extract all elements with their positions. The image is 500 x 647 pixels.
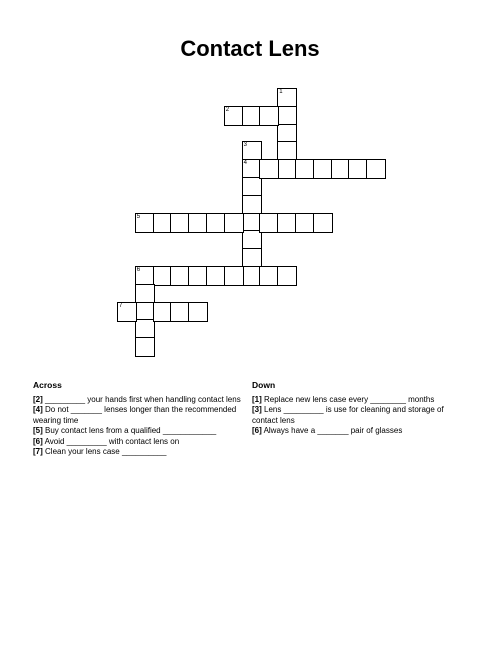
across-heading: Across bbox=[33, 380, 62, 390]
cell-number: 5 bbox=[136, 213, 141, 220]
cell-number: 6 bbox=[136, 267, 141, 273]
down-heading: Down bbox=[252, 380, 276, 390]
grid-cell[interactable] bbox=[259, 159, 279, 179]
grid-cell[interactable] bbox=[135, 337, 155, 357]
clue-down-6: [6] Always have a _______ pair of glasses bbox=[252, 426, 403, 435]
grid-cell[interactable] bbox=[313, 213, 333, 233]
grid-cell[interactable] bbox=[366, 159, 386, 179]
grid-cell[interactable] bbox=[188, 302, 208, 322]
grid-cell[interactable] bbox=[224, 213, 244, 233]
cell-number: 2 bbox=[225, 106, 230, 113]
clue-across-4: [4] Do not _______ lenses longer than the recommended wearing time bbox=[33, 405, 237, 425]
cell-number: 1 bbox=[279, 89, 283, 95]
cell-number: 4 bbox=[243, 160, 247, 167]
clue-down-3: [3] Lens _________ is use for cleaning and storage of contact lens bbox=[252, 405, 444, 425]
clue-down-1: [1] Replace new lens case every ________ months bbox=[252, 394, 435, 404]
clue-across-2: [2] _________ your hands first when handling contact lens bbox=[33, 394, 241, 404]
clue-across-7: [7] Clean your lens case __________ bbox=[33, 447, 167, 456]
grid-cell[interactable] bbox=[117, 302, 137, 322]
down-clues bbox=[252, 380, 452, 437]
cell-number: 3 bbox=[243, 142, 247, 149]
clue-across-5: [5] Buy contact lens from a qualified ____________ bbox=[33, 426, 217, 435]
grid-cell[interactable] bbox=[277, 266, 297, 286]
clue-across-6: [6] Avoid _________ with contact lens on bbox=[33, 436, 180, 446]
cell-number: 7 bbox=[119, 302, 123, 309]
grid-cell[interactable] bbox=[224, 266, 244, 286]
across-clues bbox=[33, 380, 245, 458]
grid-cell[interactable] bbox=[259, 106, 279, 126]
puzzle-title: Contact Lens bbox=[180, 36, 320, 61]
